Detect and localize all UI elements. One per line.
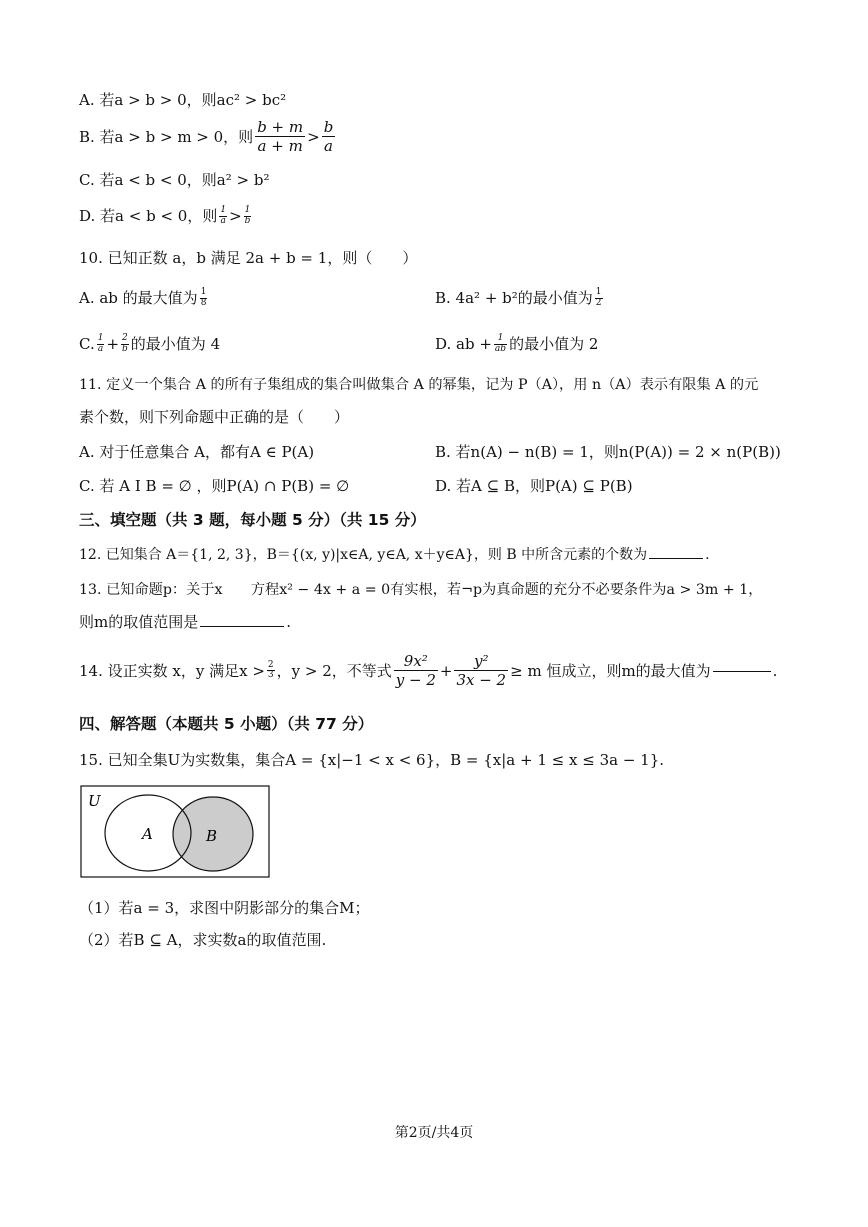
q10-option-a-text: A. ab 的最大值为 <box>79 289 198 307</box>
q10-option-c-label: C. <box>79 335 95 353</box>
q14-text-post: ≥ m 恒成立，则m的最大值为 <box>510 661 711 680</box>
q13-end: . <box>286 613 292 631</box>
q11-option-a: A. 对于任意集合 A，都有A ∈ P(A) <box>79 443 315 461</box>
q11-option-d: D. 若A ⊆ B，则P(A) ⊆ P(B) <box>435 477 633 495</box>
numerator: 2 <box>122 333 128 344</box>
operator: > <box>307 127 320 146</box>
numerator: 1 <box>97 333 104 344</box>
page-number: 第2页/共4页 <box>394 1125 474 1141</box>
q10-option-c <box>79 334 220 354</box>
fraction <box>595 288 603 308</box>
fraction <box>494 334 507 354</box>
q10-option-a <box>79 288 209 308</box>
numerator: 2 <box>267 659 274 670</box>
denominator: a <box>324 137 333 155</box>
section-heading-fill-in: 三、填空题（共 3 题，每小题 5 分）（共 15 分） <box>79 511 426 529</box>
venn-diagram <box>80 785 272 880</box>
q9-option-b-text: B. 若a > b > m > 0，则 <box>79 127 254 146</box>
numerator: 1 <box>244 205 251 216</box>
denominator: 8 <box>200 297 207 308</box>
q13-line2 <box>79 612 291 632</box>
numerator: 1 <box>220 205 227 216</box>
q10-stem: 10. 已知正数 a，b 满足 2a + b = 1，则（ ） <box>79 249 418 267</box>
numerator: y² <box>454 652 508 671</box>
denominator: b <box>122 343 128 354</box>
q11-stem-line1: 11. 定义一个集合 A 的所有子集组成的集合叫做集合 A 的幂集，记为 P（A），用 n（A）表示有限集 A 的元 <box>79 377 759 393</box>
q11-option-c: C. 若 A I B = ∅ ，则P(A) ∩ P(B) = ∅ <box>79 477 350 495</box>
q9-option-c: C. 若a < b < 0，则a² > b² <box>79 171 270 189</box>
numerator: 1 <box>595 287 602 298</box>
q10-option-d <box>435 334 598 354</box>
q10-option-b-text: B. 4a² + b²的最小值为 <box>435 289 593 307</box>
numerator: 1 <box>494 334 507 344</box>
denominator: ab <box>494 343 507 354</box>
operator: > <box>229 207 242 225</box>
q11-option-b: B. 若n(A) − n(B) = 1，则n(P(A)) = 2 × n(P(B)) <box>435 443 781 461</box>
q10-option-c-text: 的最小值为 4 <box>130 335 221 353</box>
q14 <box>79 652 777 689</box>
q14-text-mid: ，y > 2，不等式 <box>276 661 392 680</box>
q12-end: . <box>705 547 710 563</box>
denominator: b <box>244 215 251 226</box>
operator: + <box>106 335 120 353</box>
q15-part2: （2）若B ⊆ A，求实数a的取值范围. <box>79 931 327 949</box>
q10-option-d-text: 的最小值为 2 <box>509 335 599 353</box>
set-label-b: B <box>206 827 218 845</box>
numerator: 9x² <box>394 652 438 671</box>
q11-stem-line2: 素个数，则下列命题中正确的是（ ） <box>79 408 350 426</box>
q12 <box>79 545 710 565</box>
q10-option-b <box>435 288 605 308</box>
answer-blank <box>200 625 284 627</box>
numerator: b + m <box>257 118 304 136</box>
q13-line1: 13. 已知命题p：关于x 方程x² − 4x + a = 0有实根，若¬p为真命题的充分不必要条件为a > 3m + 1， <box>79 582 763 598</box>
q15-part1: （1）若a = 3，求图中阴影部分的集合M； <box>79 899 370 917</box>
q15-stem: 15. 已知全集U为实数集，集合A = {x|−1 < x < 6}，B = {x|a + 1 ≤ x ≤ 3a − 1}. <box>79 751 665 769</box>
fraction <box>322 118 336 155</box>
fraction <box>255 118 305 155</box>
q10-option-d-label: D. ab + <box>435 335 492 353</box>
denominator: 3x − 2 <box>456 671 507 689</box>
fraction <box>394 652 438 689</box>
q9-option-d-text: D. 若a < b < 0，则 <box>79 207 218 225</box>
q9-option-b <box>79 118 337 155</box>
fraction <box>200 288 208 308</box>
fraction <box>454 652 508 689</box>
q13-line2-text: 则m的取值范围是 <box>79 613 199 631</box>
fraction <box>97 334 105 354</box>
set-label-u: U <box>88 792 101 810</box>
q9-option-d <box>79 206 253 226</box>
q14-end: . <box>772 661 778 680</box>
denominator: y − 2 <box>395 671 436 689</box>
numerator: b <box>323 118 334 136</box>
fraction <box>244 206 252 226</box>
fraction <box>219 206 227 226</box>
q14-text-pre: 14. 设正实数 x，y 满足x > <box>79 661 265 680</box>
answer-blank <box>713 670 771 672</box>
numerator: 1 <box>200 287 207 298</box>
answer-blank <box>649 557 703 559</box>
set-label-a: A <box>142 825 153 843</box>
section-heading-solutions: 四、解答题（本题共 5 小题）（共 77 分） <box>79 715 374 733</box>
denominator: a <box>220 215 226 226</box>
denominator: a + m <box>257 137 303 155</box>
denominator: a <box>97 343 104 354</box>
fraction <box>267 661 275 681</box>
fraction <box>121 334 129 354</box>
q9-option-a: A. 若a > b > 0，则ac² > bc² <box>79 91 287 109</box>
denominator: 3 <box>267 670 274 680</box>
operator: + <box>439 661 453 680</box>
q12-text: 12. 已知集合 A＝{1, 2, 3}，B＝{(x, y)|x∈A, y∈A, x＋y∈A}，则 B 中所含元素的个数为 <box>79 547 648 563</box>
denominator: 2 <box>595 297 602 308</box>
